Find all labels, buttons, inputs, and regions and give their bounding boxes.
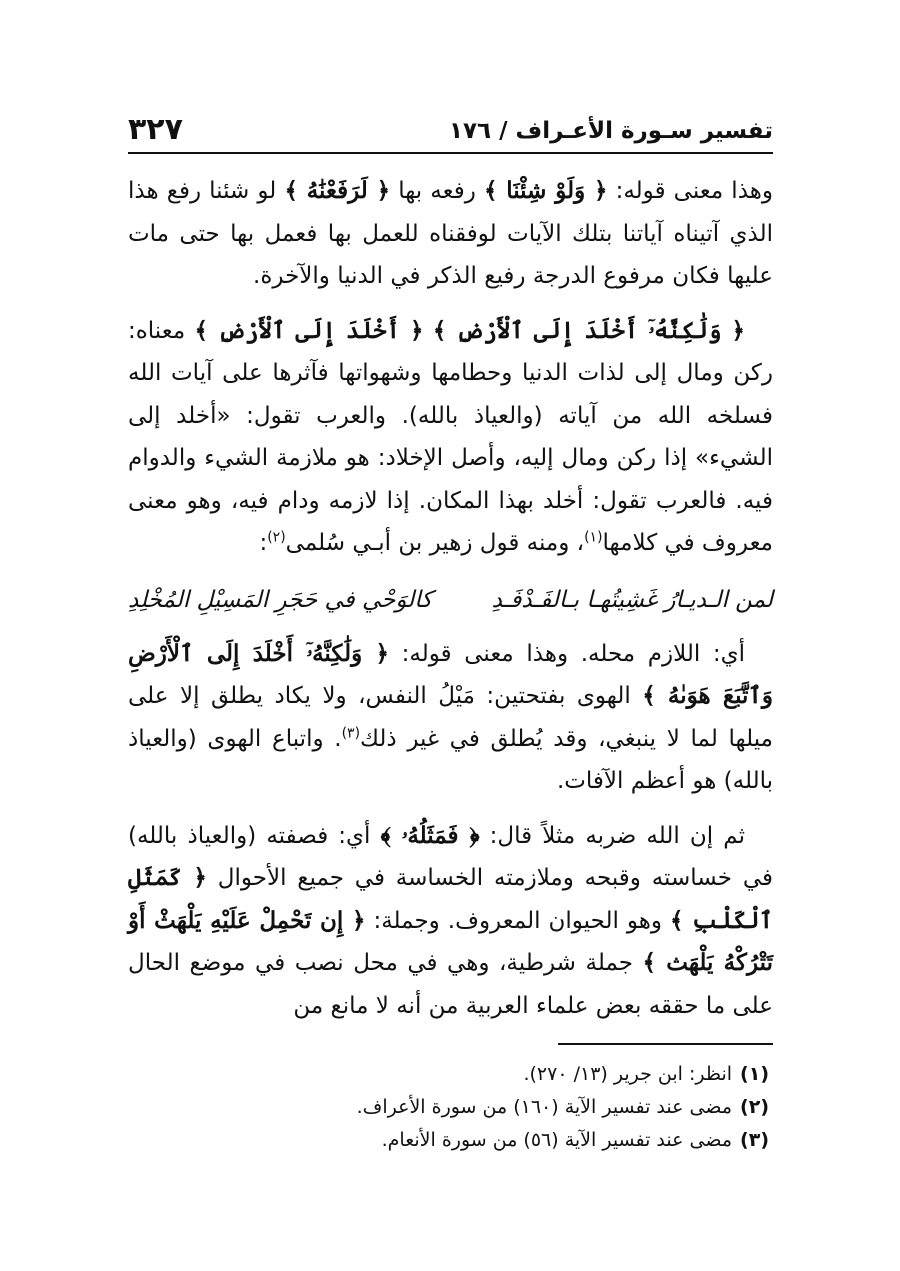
- quran-quote: ﴿ وَلَوْ شِئْنَا ﴾: [483, 177, 608, 204]
- footnote-2: [128, 1091, 773, 1124]
- footnotes: [128, 1058, 773, 1157]
- text-segment: جملة شرطية، وهي في محل نصب في موضع الحال على ما حققه بعض علماء العربية من أنه لا مانع من: [128, 950, 773, 1019]
- footnote-text: انظر: ابن جرير (١٣/ ٢٧٠).: [523, 1063, 733, 1085]
- footnote-divider: [558, 1043, 773, 1045]
- quran-quote: ﴿ كَمَثَلِ ٱلْكَلْبِ ﴾: [128, 864, 774, 934]
- page-number: ٣٢٧: [128, 112, 183, 147]
- quran-quote: ﴿ إِن تَحْمِلْ عَلَيْهِ يَلْهَثْ أَوْ تَتْرُكْهُ يَلْهَث ﴾: [128, 906, 773, 976]
- footnote-number: (٢): [740, 1096, 769, 1118]
- text-segment: ثم إن الله ضربه مثلاً قال:: [479, 822, 745, 849]
- text-segment: الهوى بفتحتين: مَيْلُ النفس، ولا يكاد يطلق إلا على ميلها لما لا ينبغي، وقد يُطلق في غير ذلك: [128, 683, 773, 752]
- paragraph-3: [128, 633, 773, 803]
- footnote-text: مضى عند تفسير الآية (١٦٠) من سورة الأعراف.: [356, 1096, 733, 1118]
- text-segment: معناه: ركن ومال إلى لذات الدنيا وحطامها وشهواتها فآثرها على آيات الله فسلخه الله من آياته (والعياذ بالله). والعرب تقول: «أخلد إلى الشيء» إذا ركن ومال إليه، وأصل الإخلاد: هو ملازمة الشيء والدوام فيه. فالعرب تقول: أخلد بهذا المكان. إذا لازمه ودام فيه، وهو معنى معروف في كلامها: [128, 317, 773, 556]
- quran-quote: ﴿ أَخْلَدَ إِلَى ٱلْأَرْضِ ﴾: [194, 316, 424, 344]
- footnote-number: (٣): [740, 1129, 769, 1151]
- page-header: [128, 112, 773, 152]
- verse-hemistich-1: لمن الـديـارُ غَشِيتُهـا بـالفَـدْفَـدِ: [491, 586, 773, 613]
- text-segment: أي: اللازم محله. وهذا معنى قوله:: [389, 640, 746, 667]
- quran-quote: ﴿ وَلَٰكِنَّهُۥٓ أَخْلَدَ إِلَى ٱلْأَرْضِ ﴾: [432, 316, 746, 344]
- footnote-1: [128, 1058, 773, 1091]
- text-segment: أي: فصفته (والعياذ بالله) في خساسته وقبحه وملازمته الخساسة في جميع الأحوال: [128, 822, 774, 891]
- footnote-ref-3[interactable]: (٣): [341, 724, 361, 741]
- footnote-number: (١): [740, 1063, 769, 1085]
- text-segment: :: [259, 530, 268, 556]
- quran-quote: ﴿ فَمَثَلُهُۥ ﴾: [380, 821, 480, 849]
- text-segment: ، ومنه قول زهير بن أبـي سُلمى: [285, 530, 585, 556]
- header-divider: [128, 152, 773, 154]
- paragraph-2: [128, 310, 773, 565]
- verse-hemistich-2: كالوَحْي في حَجَرِ المَسِيْلِ المُخْلِدِ: [128, 586, 433, 613]
- text-segment: . واتباع الهوى (والعياذ بالله) هو أعظم الآفات.: [128, 725, 773, 794]
- text-segment: وهو الحيوان المعروف. وجملة:: [365, 907, 670, 934]
- paragraph-4: [128, 815, 773, 1028]
- text-segment: وهذا معنى قوله:: [607, 178, 774, 204]
- quran-quote: ﴿ لَرَفَعْنَٰهُ ﴾: [284, 177, 391, 204]
- footnote-ref-1[interactable]: (١): [584, 529, 603, 546]
- text-segment: [424, 318, 433, 344]
- text-segment: لو شئنا رفع هذا الذي آتيناه آياتنا بتلك الآيات لوفقناه للعمل بها فعمل بها حتى مات عليها فكان مرفوع الدرجة رفيع الذكر في الدنيا والآخرة.: [128, 178, 773, 289]
- running-title: تفسير سـورة الأعـراف / ١٧٦: [448, 118, 773, 144]
- main-text: [128, 170, 773, 1027]
- text-segment: رفعه بها: [390, 178, 484, 204]
- poetry-verse: [128, 579, 773, 623]
- footnote-text: مضى عند تفسير الآية (٥٦) من سورة الأنعام.: [381, 1129, 733, 1151]
- paragraph-1: [128, 170, 773, 298]
- footnote-ref-2[interactable]: (٢): [267, 529, 286, 546]
- quran-quote: ﴿ وَلَٰكِنَّهُۥٓ أَخْلَدَ إِلَى ٱلْأَرْضِ وَٱتَّبَعَ هَوَىٰهُ ﴾: [128, 639, 773, 709]
- footnote-3: [128, 1124, 773, 1157]
